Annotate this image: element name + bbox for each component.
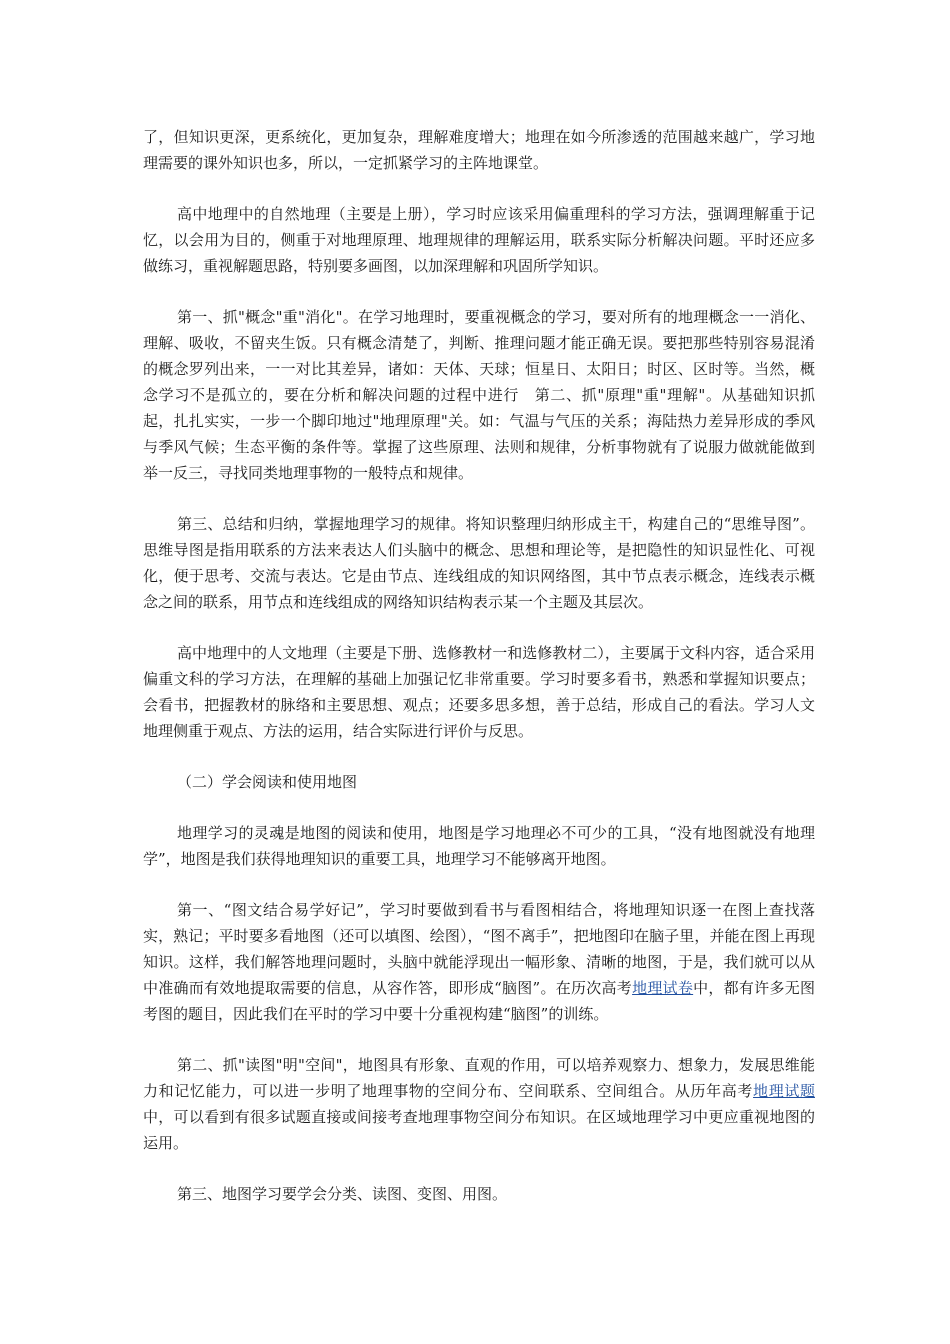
paragraph-intro-continuation: 了，但知识更深，更系统化，更加复杂，理解难度增大；地理在如今所渗透的范围越来越广，学习地理需要的课外知识也多，所以，一定抓紧学习的主阵地课堂。 [143, 128, 815, 172]
geography-exam-paper-link[interactable]: 地理试卷 [632, 979, 694, 997]
paragraph-reading-maps-space [143, 1052, 815, 1156]
paragraph-text: 第二、抓"读图"明"空间"，地图具有形象、直观的作用，可以培养观察力、想象力，发展思维能力和记忆能力，可以进一步明了地理事物的空间分布、空间联系、空间组合。从历年高考 [143, 1056, 815, 1100]
paragraph-map-importance: 地理学习的灵魂是地图的阅读和使用，地图是学习地理必不可少的工具，“没有地图就没有地理学”，地图是我们获得地理知识的重要工具，地理学习不能够离开地图。 [143, 824, 815, 868]
paragraph-text: 第一、“图文结合易学好记”，学习时要做到看书与看图相结合，将地理知识逐一在图上查找落实，熟记；平时要多看地图（还可以填图、绘图），“图不离手”，把地图印在脑子里，并能在图上再现知识。这样，我们解答地理问题时，头脑中就能浮现出一幅形象、清晰的地图，于是，我们就可以从中准确而有效地提取需要的信息，从容作答，即形成“脑图”。在历次高考 [143, 901, 815, 997]
paragraph-mind-map: 第三、总结和归纳，掌握地理学习的规律。将知识整理归纳形成主干，构建自己的“思维导图”。思维导图是指用联系的方法来表达人们头脑中的概念、思想和理论等，是把隐性的知识显性化、可视化，便于思考、交流与表达。它是由节点、连线组成的知识网络图，其中节点表示概念，连线表示概念之间的联系，用节点和连线组成的网络知识结构表示某一个主题及其层次。 [143, 515, 815, 611]
document-page [143, 124, 815, 1232]
paragraph-text: 中，都有许多无图考图的题目，因此我们在平时的学习中要十分重视构建“脑图”的训练。 [143, 979, 815, 1023]
paragraph-map-learning-steps: 第三、地图学习要学会分类、读图、变图、用图。 [177, 1185, 508, 1203]
paragraph-image-text-combination [143, 897, 815, 1027]
paragraph-concepts-and-principles: 第一、抓"概念"重"消化"。在学习地理时，要重视概念的学习，要对所有的地理概念一一消化、理解、吸收，不留夹生饭。只有概念清楚了，判断、推理问题才能正确无误。要把那些特别容易混淆的概念罗列出来，一一对比其差异，诸如：天体、天球；恒星日、太阳日；时区、区时等。当然，概念学习不是孤立的，要在分析和解决问题的过程中进行 第二、抓"原理"重"理解"。从基础知识抓起，扎扎实实，一步一个脚印地过"地理原理"关。如：气温与气压的关系；海陆热力差异形成的季风与季风气候；生态平衡的条件等。掌握了这些原理、法则和规律，分析事物就有了说服力做就能做到举一反三，寻找同类地理事物的一般特点和规律。 [143, 308, 815, 482]
geography-exam-questions-link[interactable]: 地理试题 [753, 1082, 815, 1100]
paragraph-human-geography: 高中地理中的人文地理（主要是下册、选修教材一和选修教材二），主要属于文科内容，适合采用偏重文科的学习方法，在理解的基础上加强记忆非常重要。学习时要多看书，熟悉和掌握知识要点；会看书，把握教材的脉络和主要思想、观点；还要多思多想，善于总结，形成自己的看法。学习人文地理侧重于观点、方法的运用，结合实际进行评价与反思。 [143, 644, 815, 740]
paragraph-physical-geography: 高中地理中的自然地理（主要是上册），学习时应该采用偏重理科的学习方法，强调理解重于记忆，以会用为目的，侧重于对地理原理、地理规律的理解运用，联系实际分析解决问题。平时还应多做练习，重视解题思路，特别要多画图，以加深理解和巩固所学知识。 [143, 205, 815, 275]
paragraph-text: 中，可以看到有很多试题直接或间接考查地理事物空间分布知识。在区域地理学习中更应重视地图的运用。 [143, 1108, 815, 1152]
section-heading-maps: （二）学会阅读和使用地图 [177, 773, 358, 791]
